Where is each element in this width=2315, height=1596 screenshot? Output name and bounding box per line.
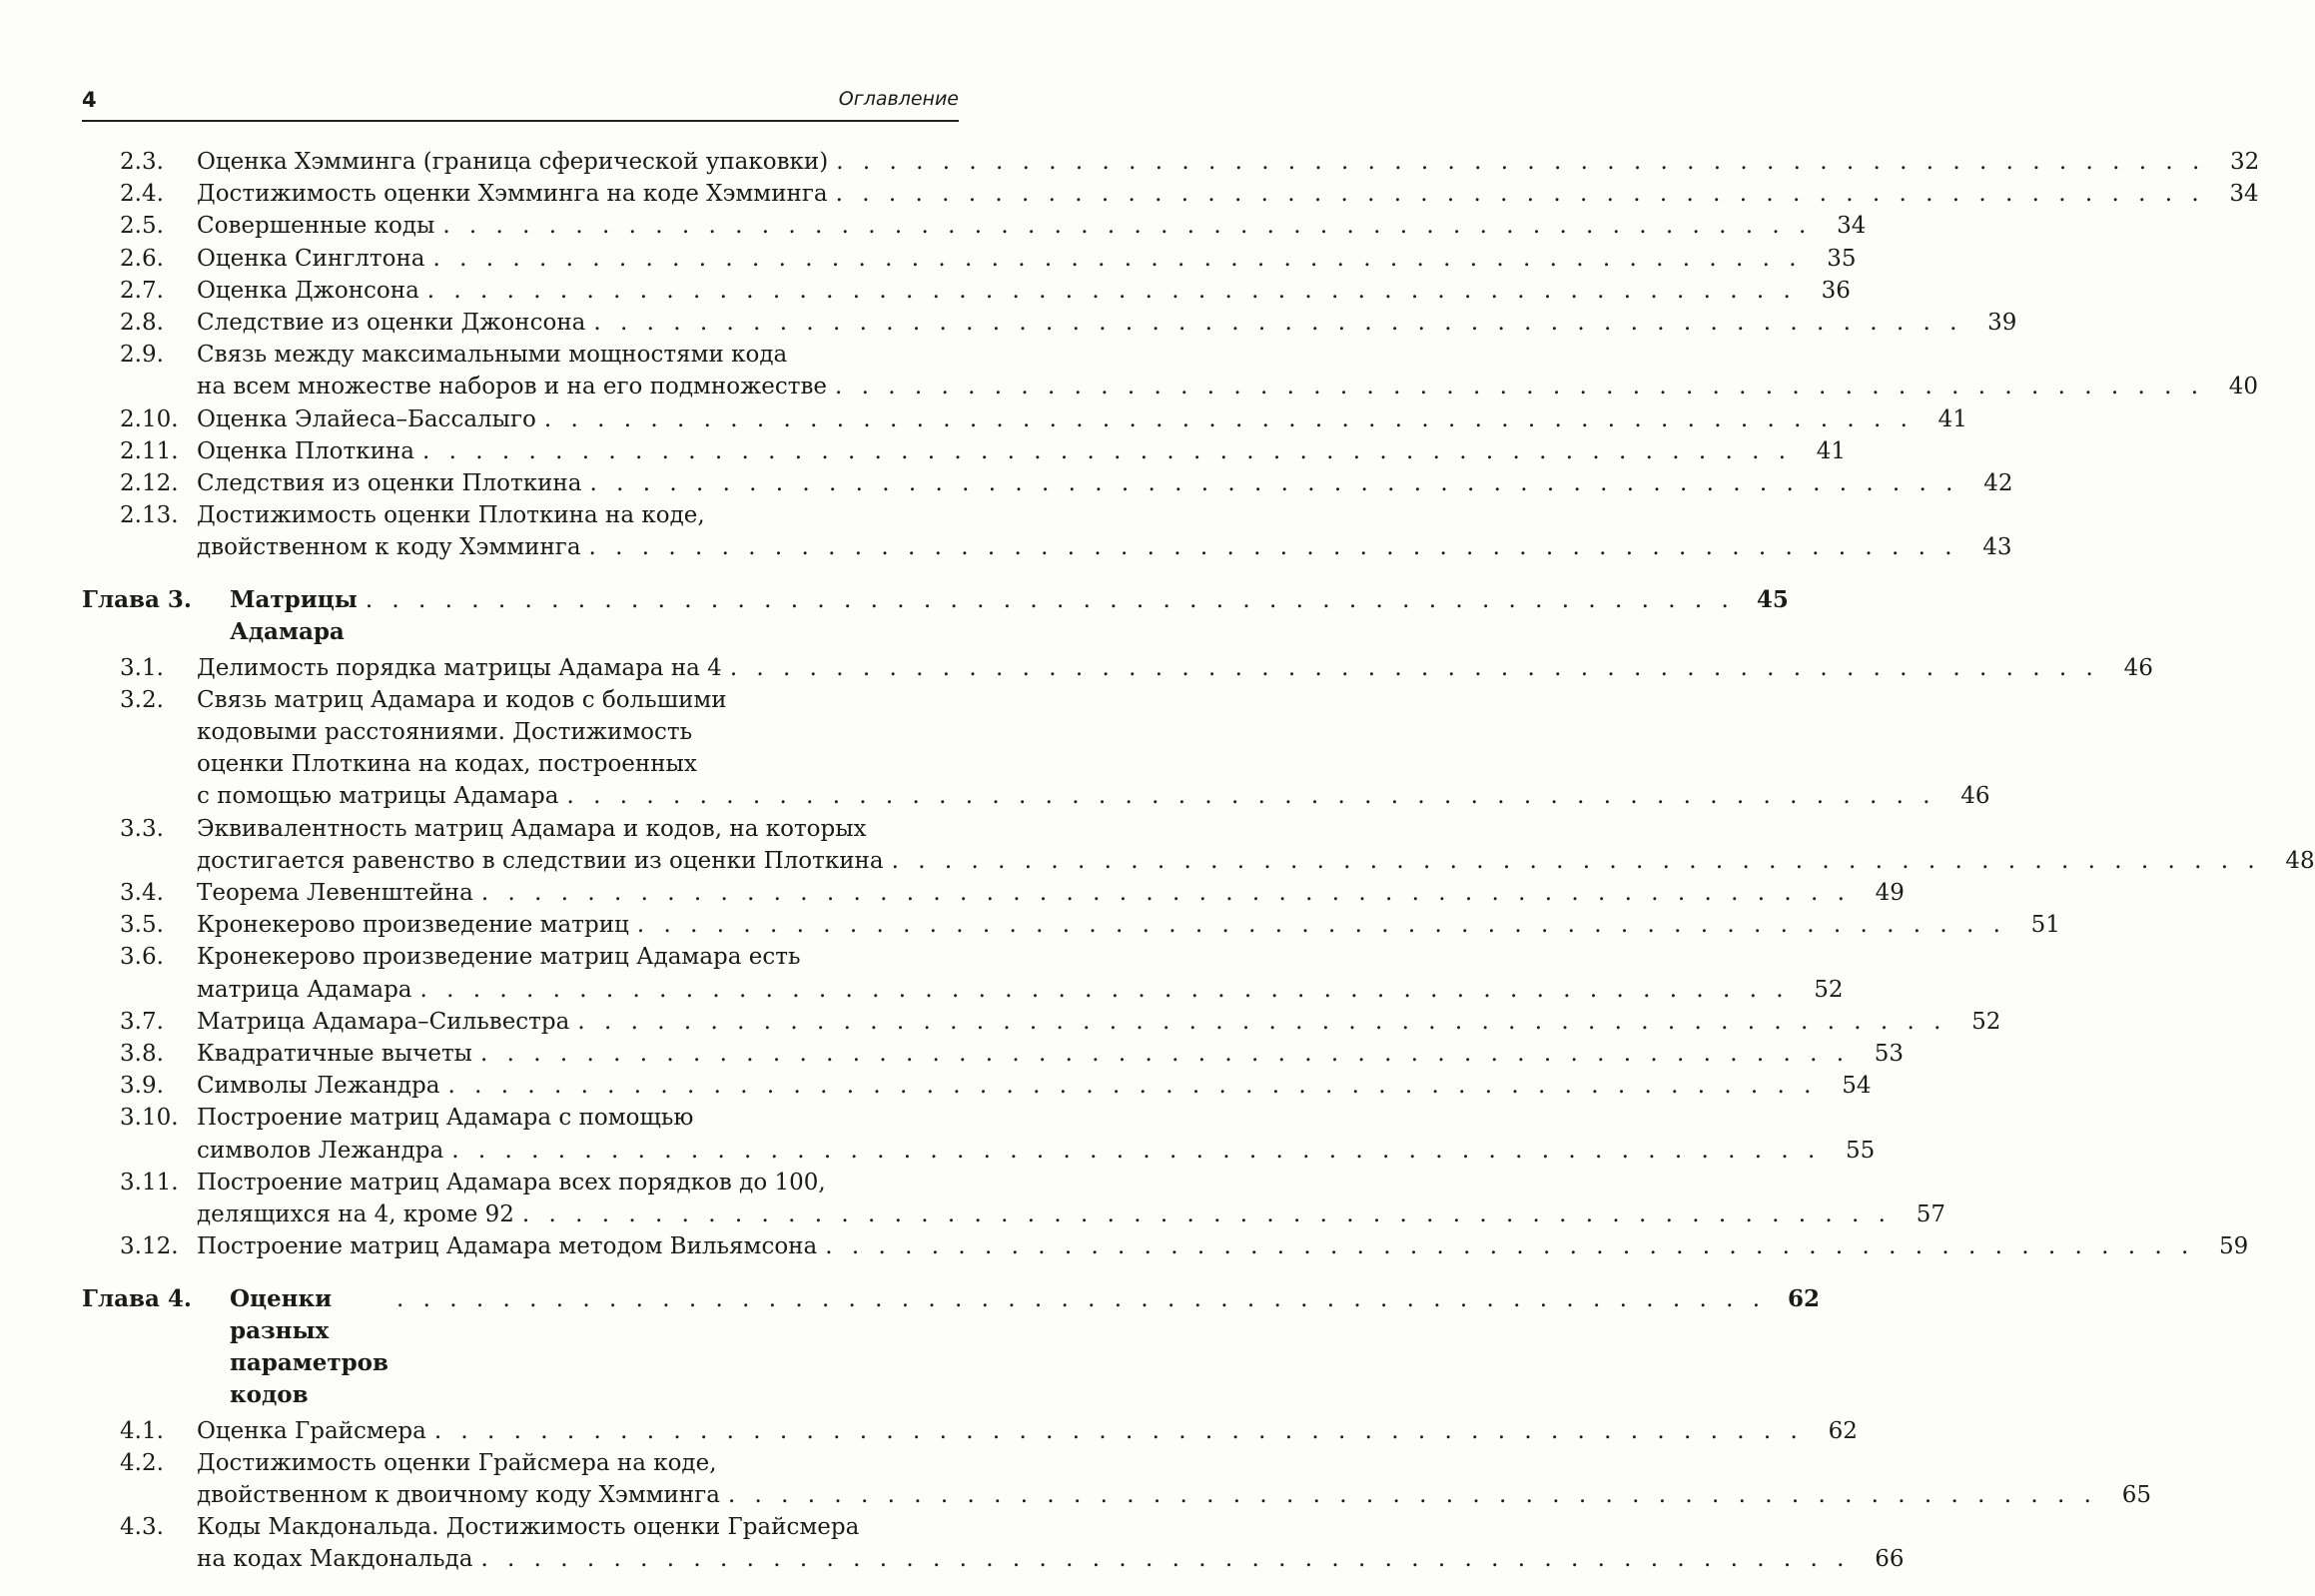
toc-entry (82, 435, 1847, 467)
page-ref: 62 (1828, 1417, 1858, 1444)
dot-leader: . . . . . . . . . . . . . . . . . . . . . . . . . . . . . . . . . . . . . . . . . . . . . . . . . . . . (566, 783, 1936, 810)
section-number: 3.9. (120, 1073, 164, 1100)
section-number: 2.8. (120, 310, 164, 337)
page-number: 4 (82, 88, 97, 112)
section-number: 3.12. (120, 1233, 179, 1260)
chapter-label: Глава 3. (82, 585, 192, 613)
toc-entry (82, 909, 2060, 941)
section-number: 2.13. (120, 502, 179, 529)
section-number: 4.2. (120, 1449, 164, 1476)
dot-leader: . . . . . . . . . . . . . . . . . . . . . . . . . . . . . . . . . . . . . . . . . . . . . . . . . . . . (593, 310, 1963, 337)
toc-entry (82, 146, 2260, 178)
running-title: Оглавление (838, 88, 959, 110)
section-title-line: Квадратичные вычеты (197, 1041, 472, 1068)
section-title-line: символов Лежандра (197, 1137, 444, 1164)
dot-leader: . . . . . . . . . . . . . . . . . . . . . . . . . . . . . . . . . . . . . . . . . . . . . . . . . . . . (727, 1481, 2097, 1508)
toc-entry (82, 210, 1867, 242)
dot-leader: . . . . . . . . . . . . . . . . . . . . . . . . . . . . . . . . . . . . . . . . . . . . . . . . . . . . (479, 1041, 1851, 1068)
section-number: 3.11. (120, 1169, 179, 1196)
dot-leader: . . . . . . . . . . . . . . . . . . . . . . . . . . . . . . . . . . . . . . . . . . . . . . . . . . . . (433, 1417, 1804, 1444)
dot-leader: . . . . . . . . . . . . . . . . . . . . . . . . . . . . . . . . . . . . . . . . . . . . . . . . . . . . (589, 470, 1959, 497)
dot-leader: . . . . . . . . . . . . . . . . . . . . . . . . . . . . . . . . . . . . . . . . . . . . . . . . . . . . (835, 181, 2205, 208)
toc-entry (82, 467, 2013, 499)
section-number: 2.7. (120, 277, 164, 304)
page-ref: 45 (1756, 585, 1789, 613)
page-ref: 55 (1845, 1137, 1876, 1164)
section-title-line: кодовыми расстояниями. Достижимость (197, 719, 693, 746)
dot-leader: . . . . . . . . . . . . . . . . . . . . . . . . . . . . . . . . . . . . . . . . . . . . . . . . . . . . (577, 1008, 1947, 1035)
dot-leader: . . . . . . . . . . . . . . . . . . . . . . . . . . . . . . . . . . . . . . . . . . . . . . . . . . . . (729, 654, 2099, 681)
toc-entry (82, 1070, 1872, 1102)
section-title-line: Оценка Элайеса–Бассалыго (197, 405, 536, 432)
section-title-line: Эквивалентность матриц Адамара и кодов, на которых (197, 815, 867, 842)
section-title-line: двойственном к двоичному коду Хэмминга (197, 1481, 720, 1508)
toc-entry (82, 877, 1905, 909)
page-ref: 43 (1982, 534, 2012, 561)
toc-entry (82, 1511, 1905, 1575)
section-title-line: Следствия из оценки Плоткина (197, 470, 582, 497)
section-title-line: на всем множестве наборов и на его подмножестве (197, 374, 828, 400)
section-number: 4.1. (120, 1417, 164, 1444)
toc-entry (82, 403, 1967, 435)
page-ref: 41 (1937, 405, 1967, 432)
dot-leader: . . . . . . . . . . . . . . . . . . . . . . . . . . . . . . . . . . . . . . . . . . . . . . . . . . . . (442, 213, 1813, 240)
page-ref: 53 (1874, 1041, 1905, 1068)
section-title-line: Оценка Джонсона (197, 277, 419, 304)
dot-leader: . . . . . . . . . . . . . . . . . . . . . . . . . . . . . . . . . . . . . . . . . . . . . . . . . . . . (521, 1201, 1892, 1228)
section-title-line: двойственном к коду Хэмминга (197, 534, 581, 561)
section-title-line: достигается равенство в следствии из оценки Плоткина (197, 847, 884, 874)
page-ref: 52 (1814, 976, 1844, 1003)
section-number: 2.12. (120, 470, 179, 497)
page-ref: 66 (1875, 1546, 1905, 1573)
toc-entry (82, 1038, 1905, 1070)
dot-leader: . . . . . . . . . . . . . . . . . . . . . . . . . . . . . . . . . . . . . . . . . . . . . . . . . . . . (825, 1233, 2195, 1260)
section-number: 3.6. (120, 944, 164, 971)
section-title-line: оценки Плоткина на кодах, построенных (197, 751, 697, 778)
page-ref: 36 (1821, 277, 1851, 304)
page-ref: 39 (1987, 310, 2017, 337)
toc-entry (82, 1102, 1876, 1166)
chapter-title: Матрицы Адамара (230, 585, 358, 645)
page-ref: 41 (1816, 437, 1847, 464)
chapter-title: Оценки разных параметров кодов (230, 1284, 388, 1408)
dot-leader: . . . . . . . . . . . . . . . . . . . . . . . . . . . . . . . . . . . . . . . . . . . . . . . . . . . . (395, 1285, 1767, 1312)
dot-leader: . . . . . . . . . . . . . . . . . . . . . . . . . . . . . . . . . . . . . . . . . . . . . . . . . . . . (419, 976, 1790, 1003)
page-ref: 35 (1827, 245, 1857, 272)
toc-entry (82, 941, 1844, 1005)
section-title-line: Оценка Плоткина (197, 437, 414, 464)
section-title-line: Матрица Адамара–Сильвестра (197, 1008, 570, 1035)
toc-entry (82, 684, 1990, 813)
dot-leader: . . . . . . . . . . . . . . . . . . . . . . . . . . . . . . . . . . . . . . . . . . . . . . . . . . . . (432, 245, 1803, 272)
dot-leader: . . . . . . . . . . . . . . . . . . . . . . . . . . . . . . . . . . . . . . . . . . . . . . . . . . . . (421, 437, 1793, 464)
section-title-line: Оценка Хэмминга (граница сферической упаковки) (197, 149, 829, 175)
section-number: 3.4. (120, 880, 164, 907)
toc-entry (82, 307, 2017, 339)
section-title-line: Построение матриц Адамара методом Вильямсона (197, 1233, 818, 1260)
toc-entry (82, 1415, 1858, 1447)
page-ref: 62 (1788, 1284, 1821, 1312)
chapter-label: Глава 4. (82, 1284, 192, 1312)
section-number: 3.8. (120, 1041, 164, 1068)
dot-leader: . . . . . . . . . . . . . . . . . . . . . . . . . . . . . . . . . . . . . . . . . . . . . . . . . . . . (891, 847, 2261, 874)
section-number: 3.1. (120, 654, 164, 681)
toc-entry (82, 652, 2153, 684)
dot-leader: . . . . . . . . . . . . . . . . . . . . . . . . . . . . . . . . . . . . . . . . . . . . . . . . . . . . (480, 1546, 1851, 1573)
section-number: 2.4. (120, 181, 164, 208)
section-number: 2.10. (120, 405, 179, 432)
dot-leader: . . . . . . . . . . . . . . . . . . . . . . . . . . . . . . . . . . . . . . . . . . . . . . . . . . . . (447, 1073, 1818, 1100)
section-number: 2.9. (120, 342, 164, 369)
section-title-line: Оценка Грайсмера (197, 1417, 426, 1444)
page-ref: 59 (2218, 1233, 2249, 1260)
section-title-line: Совершенные коды (197, 213, 435, 240)
section-number: 3.3. (120, 815, 164, 842)
section-title-line: матрица Адамара (197, 976, 412, 1003)
page-ref: 54 (1842, 1073, 1872, 1100)
section-title-line: Построение матриц Адамара всех порядков до 100, (197, 1169, 826, 1196)
section-title-line: делящихся на 4, кроме 92 (197, 1201, 514, 1228)
section-title-line: Теорема Левенштейна (197, 880, 473, 907)
section-title-line: Кронекерово произведение матриц (197, 912, 629, 939)
page-ref: 65 (2121, 1481, 2151, 1508)
table-of-contents (82, 146, 2315, 1576)
page-header (82, 84, 959, 122)
section-title-line: Оценка Синглтона (197, 245, 425, 272)
section-number: 3.7. (120, 1008, 164, 1035)
section-title-line: на кодах Макдональда (197, 1546, 473, 1573)
page-ref: 46 (2123, 654, 2153, 681)
toc-entry (82, 1447, 2151, 1511)
toc-entry (82, 178, 2259, 210)
section-number: 2.11. (120, 437, 179, 464)
page-ref: 52 (1971, 1008, 2001, 1035)
section-title-line: Связь между максимальными мощностями кода (197, 342, 788, 369)
toc-entry (82, 1230, 2249, 1262)
section-title-line: Делимость порядка матрицы Адамара на 4 (197, 654, 722, 681)
dot-leader: . . . . . . . . . . . . . . . . . . . . . . . . . . . . . . . . . . . . . . . . . . . . . . . . . . . . (588, 534, 1958, 561)
page-ref: 42 (1983, 470, 2013, 497)
section-title-line: Связь матриц Адамара и кодов с большими (197, 686, 727, 713)
page-ref: 48 (2285, 847, 2315, 874)
section-number: 4.3. (120, 1514, 164, 1541)
dot-leader: . . . . . . . . . . . . . . . . . . . . . . . . . . . . . . . . . . . . . . . . . . . . . . . . . . . . (451, 1137, 1822, 1164)
section-title-line: Кронекерово произведение матриц Адамара есть (197, 944, 801, 971)
section-title-line: с помощью матрицы Адамара (197, 783, 559, 810)
page-ref: 32 (2230, 149, 2260, 175)
section-number: 3.5. (120, 912, 164, 939)
dot-leader: . . . . . . . . . . . . . . . . . . . . . . . . . . . . . . . . . . . . . . . . . . . . . . . . . . . . (835, 374, 2205, 400)
toc-chapter (82, 584, 1789, 648)
page-ref: 34 (1837, 213, 1867, 240)
page-ref: 40 (2228, 374, 2259, 400)
toc-entry (82, 1167, 1945, 1230)
dot-leader: . . . . . . . . . . . . . . . . . . . . . . . . . . . . . . . . . . . . . . . . . . . . . . . . . . . . (365, 586, 1735, 613)
section-number: 2.5. (120, 213, 164, 240)
toc-entry (82, 339, 2259, 402)
section-number: 2.6. (120, 245, 164, 272)
dot-leader: . . . . . . . . . . . . . . . . . . . . . . . . . . . . . . . . . . . . . . . . . . . . . . . . . . . . (836, 149, 2206, 175)
page-ref: 34 (2229, 181, 2259, 208)
section-title-line: Достижимость оценки Плоткина на коде, (197, 502, 705, 529)
dot-leader: . . . . . . . . . . . . . . . . . . . . . . . . . . . . . . . . . . . . . . . . . . . . . . . . . . . . (480, 880, 1851, 907)
page-ref: 51 (2030, 912, 2060, 939)
toc-entry (82, 275, 1851, 307)
section-number: 3.2. (120, 686, 164, 713)
section-title-line: Коды Макдональда. Достижимость оценки Грайсмера (197, 1514, 860, 1541)
section-number: 3.10. (120, 1105, 179, 1132)
toc-entry (82, 499, 2012, 563)
section-number: 2.3. (120, 149, 164, 175)
section-title-line: Построение матриц Адамара с помощью (197, 1105, 694, 1132)
section-title-line: Достижимость оценки Хэмминга на коде Хэмминга (197, 181, 828, 208)
toc-entry (82, 813, 2315, 877)
section-title-line: Достижимость оценки Грайсмера на коде, (197, 1449, 717, 1476)
page-ref: 57 (1916, 1201, 1945, 1228)
page-ref: 46 (1960, 783, 1990, 810)
toc-chapter (82, 1283, 1821, 1411)
page-ref: 49 (1875, 880, 1905, 907)
dot-leader: . . . . . . . . . . . . . . . . . . . . . . . . . . . . . . . . . . . . . . . . . . . . . . . . . . . . (426, 277, 1797, 304)
dot-leader: . . . . . . . . . . . . . . . . . . . . . . . . . . . . . . . . . . . . . . . . . . . . . . . . . . . . (543, 405, 1914, 432)
section-title-line: Символы Лежандра (197, 1073, 440, 1100)
section-title-line: Следствие из оценки Джонсона (197, 310, 586, 337)
dot-leader: . . . . . . . . . . . . . . . . . . . . . . . . . . . . . . . . . . . . . . . . . . . . . . . . . . . . (636, 912, 2006, 939)
toc-entry (82, 243, 1857, 275)
toc-entry (82, 1006, 2001, 1038)
